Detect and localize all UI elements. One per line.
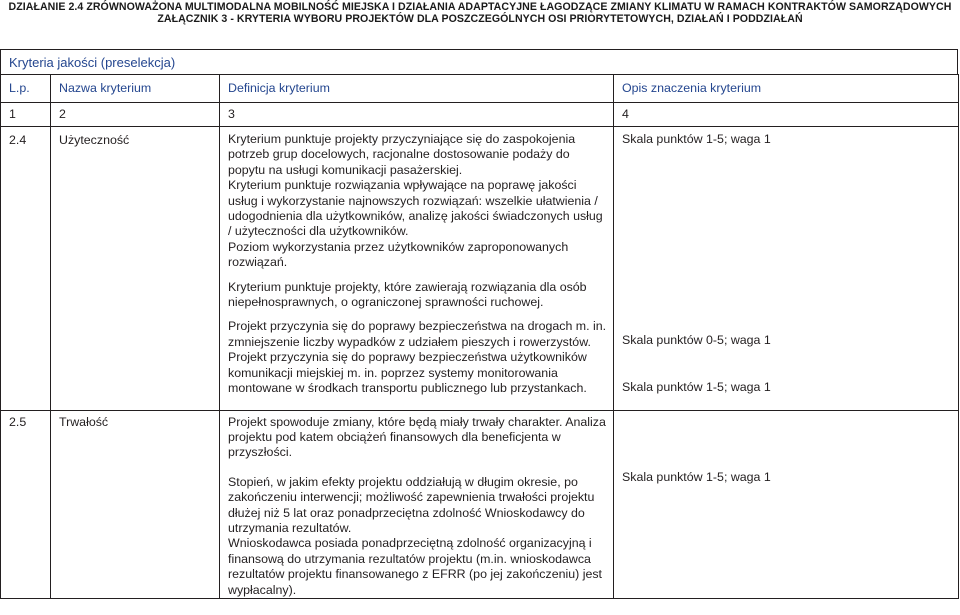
definition-paragraph: Projekt przyczynia się do poprawy bezpieczeństwa na drogach m. in. zmniejszenie liczby wypadków z udziałem pieszych i rowerzystów. — [228, 319, 607, 349]
column-number: 4 — [614, 103, 959, 127]
document-header-line-1: DZIAŁANIE 2.4 ZRÓWNOWAŻONA MULTIMODALNA MOBILNOŚĆ MIEJSKA I DZIAŁANIA ADAPTACYJNE ŁAGODZĄCE ZMIANY KLIMATU W RAMACH KONTRAKTÓW SAMORZĄDOWYCH — [8, 1, 952, 13]
document-header-line-2: ZAŁĄCZNIK 3 - KRYTERIA WYBORU PROJEKTÓW DLA POSZCZEGÓLNYCH OSI PRIORYTETOWYCH, DZIAŁAŃ I PODDZIAŁAŃ — [157, 13, 803, 25]
column-number: 2 — [51, 103, 220, 127]
column-number-row — [1, 103, 959, 127]
column-header-lp: L.p. — [1, 75, 51, 103]
row-definition — [220, 410, 614, 598]
description-text: Skala punktów 1-5; waga 1 — [622, 380, 771, 394]
column-number: 1 — [1, 103, 51, 127]
column-number: 3 — [220, 103, 614, 127]
definition-paragraph: Projekt przyczynia się do poprawy bezpieczeństwa użytkowników komunikacji miejskiej m. in. poprzez systemy monitorowania montowane w środkach transportu publicznego lub przystankach. — [228, 350, 587, 396]
row-name: Trwałość — [51, 410, 220, 598]
row-name: Użyteczność — [51, 127, 220, 411]
row-definition — [220, 127, 614, 411]
row-description — [614, 410, 959, 598]
definition-paragraph: Kryterium punktuje projekty przyczyniające się do zaspokojenia potrzeb grup docelowych, racjonalne dostosowanie podaży do popytu na usługi komunikacji pasażerskiej. — [228, 132, 576, 177]
row-lp: 2.4 — [1, 127, 51, 411]
definition-paragraph: Wnioskodawca posiada ponadprzeciętną zdolność organizacyjną i finansową do utrzymania rezultatów projektu (m.in. wnioskodawca rezultatów projektu finansowanego z EFRR (po jej zakończeniu) jest wypłacalny). — [228, 536, 602, 597]
section-title: Kryteria jakości (preselekcja) — [0, 49, 958, 74]
row-description — [614, 127, 959, 411]
definition-paragraph: Projekt spowoduje zmiany, które będą miały trwały charakter. Analiza projektu pod katem obciążeń finansowych dla beneficjenta w przyszłości. — [228, 414, 606, 460]
column-header-definition: Definicja kryterium — [220, 75, 614, 103]
definition-paragraph: Kryterium punktuje projekty, które zawierają rozwiązania dla osób niepełnosprawnych, o ograniczonej sprawności ruchowej. — [228, 279, 587, 310]
column-header-name: Nazwa kryterium — [51, 75, 220, 103]
description-text: Skala punktów 1-5; waga 1 — [622, 132, 771, 146]
definition-paragraph: Kryterium punktuje rozwiązania wpływające na poprawę jakości usług i wykorzystanie najnowszych rozwiązań: wszelkie ułatwienia / udogodnienia dla użytkowników, analizę jakości świadczonych usług / użyteczności dla użytkowników. — [228, 178, 603, 239]
row-lp: 2.5 — [1, 410, 51, 598]
definition-paragraph: Poziom wykorzystania przez użytkowników zaproponowanych rozwiązań. — [228, 239, 569, 270]
description-text: Skala punktów 1-5; waga 1 — [622, 469, 771, 484]
definition-paragraph: Stopień, w jakim efekty projektu oddziałują w długim okresie, po zakończeniu interwencji; możliwość zapewnienia trwałości projektu dłużej niż 5 lat oraz ponadprzeciętna zdolność Wnioskodawcy do utrzymania rezultatów. — [228, 474, 595, 535]
description-text: Skala punktów 0-5; waga 1 — [622, 333, 771, 347]
table-row — [1, 127, 959, 411]
column-header-description: Opis znaczenia kryterium — [614, 75, 959, 103]
table-row — [1, 410, 959, 598]
criteria-table — [0, 74, 959, 599]
table-header-row — [1, 75, 959, 103]
